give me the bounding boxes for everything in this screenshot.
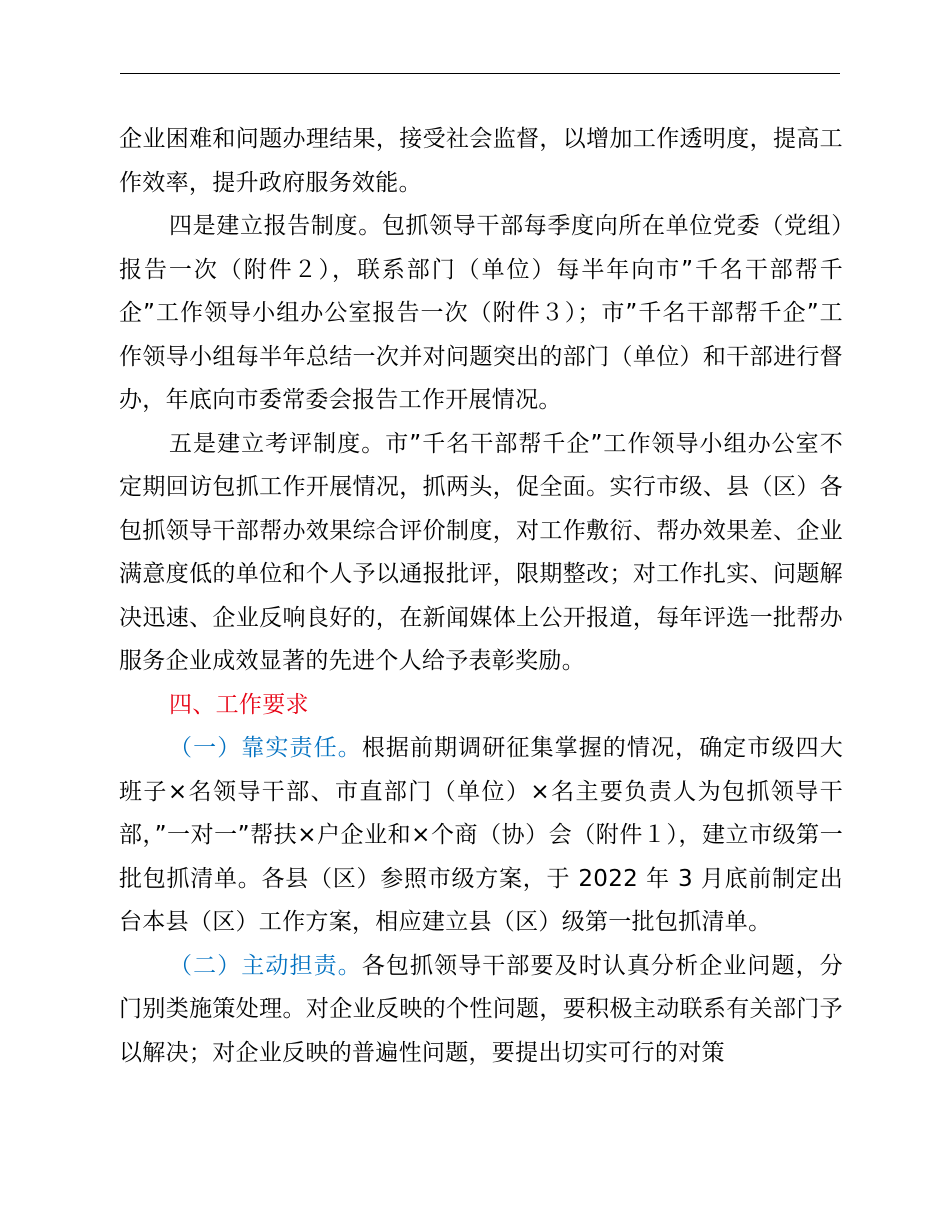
paragraph-continuation: 企业困难和问题办理结果，接受社会监督，以增加工作透明度，提高工作效率，提升政府服务效能。 (119, 126, 843, 196)
paragraph-evaluation-system: 五是建立考评制度。市”千名干部帮千企”工作领导小组办公室不定期回访包抓工作开展情况，抓两头，促全面。实行市级、县（区）各包抓领导干部帮办效果综合评价制度，对工作敷衍、帮办效果差、企业满意度低的单位和个人予以通报批评，限期整改；对工作扎实、问题解决迅速、企业反响良好的，在新闻媒体上公开报道，每年评选一批帮办服务企业成效显著的先进个人给予表彰奖励。 (119, 430, 843, 674)
item-label: （二）主动担责。 (169, 952, 362, 979)
paragraph-report-system: 四是建立报告制度。包抓领导干部每季度向所在单位党委（党组）报告一次（附件２），联系部门（单位）每半年向市”千名干部帮千企”工作领导小组办公室报告一次（附件３）；市”千名干部帮千企”工作领导小组每半年总结一次并对问题突出的部门（单位）和干部进行督办，年底向市委常委会报告工作开展情况。 (119, 213, 843, 413)
header-rule (120, 73, 840, 74)
item-initiative (119, 945, 843, 1076)
section-heading: 四、工作要求 (169, 691, 309, 718)
item-text: 各包抓领导干部要及时认真分析企业问题，分门别类施策处理。对企业反映的个性问题，要积极主动联系有关部门予以解决；对企业反映的普遍性问题，要提出切实可行的对策 (119, 952, 844, 1066)
item-responsibility (119, 727, 843, 945)
item-label: （一）靠实责任。 (169, 735, 362, 761)
item-text: 根据前期调研征集掌握的情况，确定市级四大班子×名领导干部、市直部门（单位）×名主要负责人为包抓领导干部，”一对一”帮扶×户企业和×个商（协）会（附件１），建立市级第一批包抓清单。各县（区）参照市级方案，于 2022 年 3 月底前制定出台本县（区）工作方案，相应建立县（区）级第一批包抓清单。 (119, 735, 844, 935)
document-body (119, 118, 843, 1075)
